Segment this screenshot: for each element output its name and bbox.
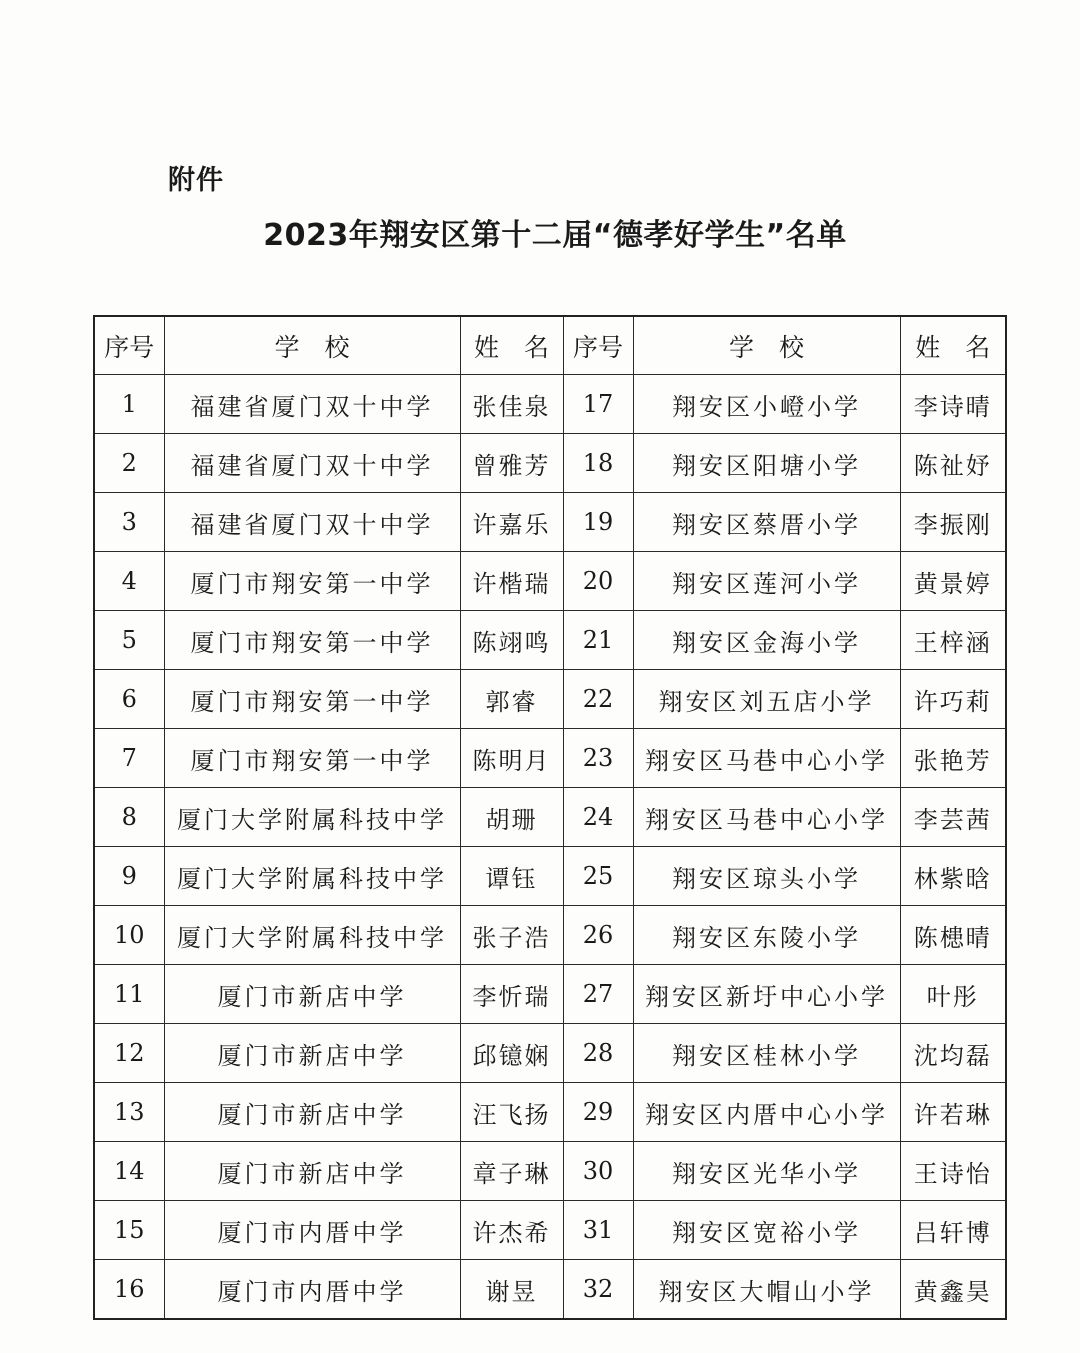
roster-body xyxy=(94,375,1006,1320)
cell-seq-right: 32 xyxy=(563,1260,633,1320)
cell-seq-left: 4 xyxy=(94,552,164,611)
attachment-label: 附件 xyxy=(168,165,224,196)
cell-school-right: 翔安区刘五店小学 xyxy=(633,670,900,729)
cell-seq-right: 17 xyxy=(563,375,633,434)
cell-seq-left: 8 xyxy=(94,788,164,847)
cell-seq-left: 13 xyxy=(94,1083,164,1142)
cell-name-right: 林紫晗 xyxy=(900,847,1006,906)
cell-name-right: 陈槵晴 xyxy=(900,906,1006,965)
cell-name-left: 曾雅芳 xyxy=(460,434,563,493)
cell-name-left: 邱镱娴 xyxy=(460,1024,563,1083)
table-row xyxy=(94,552,1006,611)
cell-name-left: 陈明月 xyxy=(460,729,563,788)
cell-seq-left: 16 xyxy=(94,1260,164,1320)
cell-school-left: 厦门市翔安第一中学 xyxy=(164,611,460,670)
table-row xyxy=(94,493,1006,552)
cell-name-left: 许楷瑞 xyxy=(460,552,563,611)
cell-school-right: 翔安区宽裕小学 xyxy=(633,1201,900,1260)
cell-seq-left: 1 xyxy=(94,375,164,434)
cell-school-left: 厦门大学附属科技中学 xyxy=(164,906,460,965)
cell-name-left: 陈翊鸣 xyxy=(460,611,563,670)
cell-name-left: 谭钰 xyxy=(460,847,563,906)
cell-name-right: 李诗晴 xyxy=(900,375,1006,434)
cell-name-right: 许巧莉 xyxy=(900,670,1006,729)
cell-school-right: 翔安区小嶝小学 xyxy=(633,375,900,434)
cell-name-left: 张佳泉 xyxy=(460,375,563,434)
cell-seq-left: 15 xyxy=(94,1201,164,1260)
cell-school-left: 厦门市新店中学 xyxy=(164,1024,460,1083)
cell-name-left: 许杰希 xyxy=(460,1201,563,1260)
cell-seq-left: 14 xyxy=(94,1142,164,1201)
table-row xyxy=(94,1083,1006,1142)
cell-name-right: 黄景婷 xyxy=(900,552,1006,611)
cell-school-left: 福建省厦门双十中学 xyxy=(164,375,460,434)
cell-seq-right: 22 xyxy=(563,670,633,729)
cell-school-right: 翔安区光华小学 xyxy=(633,1142,900,1201)
cell-name-left: 汪飞扬 xyxy=(460,1083,563,1142)
cell-school-right: 翔安区内厝中心小学 xyxy=(633,1083,900,1142)
cell-name-right: 王梓涵 xyxy=(900,611,1006,670)
cell-seq-right: 31 xyxy=(563,1201,633,1260)
cell-name-left: 李忻瑞 xyxy=(460,965,563,1024)
cell-school-left: 厦门市翔安第一中学 xyxy=(164,552,460,611)
cell-name-left: 许嘉乐 xyxy=(460,493,563,552)
cell-name-right: 叶彤 xyxy=(900,965,1006,1024)
cell-seq-left: 9 xyxy=(94,847,164,906)
document-title: 2023年翔安区第十二届“德孝好学生”名单 xyxy=(263,218,847,253)
cell-seq-right: 20 xyxy=(563,552,633,611)
cell-seq-left: 12 xyxy=(94,1024,164,1083)
cell-school-left: 厦门市新店中学 xyxy=(164,1083,460,1142)
cell-name-left: 章子琳 xyxy=(460,1142,563,1201)
cell-school-right: 翔安区马巷中心小学 xyxy=(633,729,900,788)
cell-school-right: 翔安区新圩中心小学 xyxy=(633,965,900,1024)
cell-seq-right: 25 xyxy=(563,847,633,906)
cell-seq-right: 29 xyxy=(563,1083,633,1142)
table-row xyxy=(94,788,1006,847)
table-row xyxy=(94,729,1006,788)
cell-seq-left: 3 xyxy=(94,493,164,552)
table-row xyxy=(94,1142,1006,1201)
table-row xyxy=(94,1260,1006,1320)
table-row xyxy=(94,906,1006,965)
cell-school-right: 翔安区琼头小学 xyxy=(633,847,900,906)
cell-school-right: 翔安区大帽山小学 xyxy=(633,1260,900,1320)
table-row xyxy=(94,847,1006,906)
cell-name-right: 张艳芳 xyxy=(900,729,1006,788)
cell-school-left: 厦门市内厝中学 xyxy=(164,1260,460,1320)
cell-school-right: 翔安区蔡厝小学 xyxy=(633,493,900,552)
cell-school-left: 厦门市内厝中学 xyxy=(164,1201,460,1260)
cell-seq-right: 18 xyxy=(563,434,633,493)
cell-name-right: 黄鑫昊 xyxy=(900,1260,1006,1320)
table-header-row xyxy=(94,316,1006,375)
cell-school-left: 厦门市翔安第一中学 xyxy=(164,729,460,788)
cell-seq-left: 10 xyxy=(94,906,164,965)
cell-seq-left: 11 xyxy=(94,965,164,1024)
cell-name-right: 吕轩博 xyxy=(900,1201,1006,1260)
cell-school-left: 厦门大学附属科技中学 xyxy=(164,847,460,906)
cell-school-left: 厦门大学附属科技中学 xyxy=(164,788,460,847)
cell-seq-right: 24 xyxy=(563,788,633,847)
student-roster-table xyxy=(93,315,1007,1320)
header-seq-left: 序号 xyxy=(94,316,164,375)
cell-school-left: 福建省厦门双十中学 xyxy=(164,493,460,552)
header-name-right: 姓 名 xyxy=(900,316,1006,375)
cell-school-right: 翔安区桂林小学 xyxy=(633,1024,900,1083)
cell-school-right: 翔安区阳塘小学 xyxy=(633,434,900,493)
cell-name-left: 胡珊 xyxy=(460,788,563,847)
cell-seq-right: 23 xyxy=(563,729,633,788)
table-row xyxy=(94,1024,1006,1083)
cell-school-right: 翔安区马巷中心小学 xyxy=(633,788,900,847)
cell-name-left: 张子浩 xyxy=(460,906,563,965)
table-row xyxy=(94,670,1006,729)
cell-seq-left: 6 xyxy=(94,670,164,729)
cell-seq-right: 30 xyxy=(563,1142,633,1201)
cell-school-left: 厦门市新店中学 xyxy=(164,965,460,1024)
cell-name-right: 沈均磊 xyxy=(900,1024,1006,1083)
cell-name-right: 李芸茜 xyxy=(900,788,1006,847)
cell-seq-left: 5 xyxy=(94,611,164,670)
cell-name-right: 李振刚 xyxy=(900,493,1006,552)
cell-school-left: 厦门市翔安第一中学 xyxy=(164,670,460,729)
header-school-right: 学 校 xyxy=(633,316,900,375)
table-row xyxy=(94,611,1006,670)
cell-seq-right: 26 xyxy=(563,906,633,965)
cell-school-right: 翔安区金海小学 xyxy=(633,611,900,670)
table-row xyxy=(94,375,1006,434)
cell-seq-left: 7 xyxy=(94,729,164,788)
cell-name-right: 陈祉妤 xyxy=(900,434,1006,493)
cell-seq-right: 27 xyxy=(563,965,633,1024)
cell-seq-right: 28 xyxy=(563,1024,633,1083)
header-school-left: 学 校 xyxy=(164,316,460,375)
table-row xyxy=(94,1201,1006,1260)
cell-school-left: 福建省厦门双十中学 xyxy=(164,434,460,493)
table-row xyxy=(94,434,1006,493)
cell-seq-right: 21 xyxy=(563,611,633,670)
header-seq-right: 序号 xyxy=(563,316,633,375)
cell-name-right: 王诗怡 xyxy=(900,1142,1006,1201)
cell-name-left: 谢昱 xyxy=(460,1260,563,1320)
cell-school-left: 厦门市新店中学 xyxy=(164,1142,460,1201)
cell-name-left: 郭睿 xyxy=(460,670,563,729)
cell-name-right: 许若琳 xyxy=(900,1083,1006,1142)
cell-seq-right: 19 xyxy=(563,493,633,552)
cell-school-right: 翔安区东陵小学 xyxy=(633,906,900,965)
header-name-left: 姓 名 xyxy=(460,316,563,375)
table-row xyxy=(94,965,1006,1024)
cell-seq-left: 2 xyxy=(94,434,164,493)
cell-school-right: 翔安区莲河小学 xyxy=(633,552,900,611)
